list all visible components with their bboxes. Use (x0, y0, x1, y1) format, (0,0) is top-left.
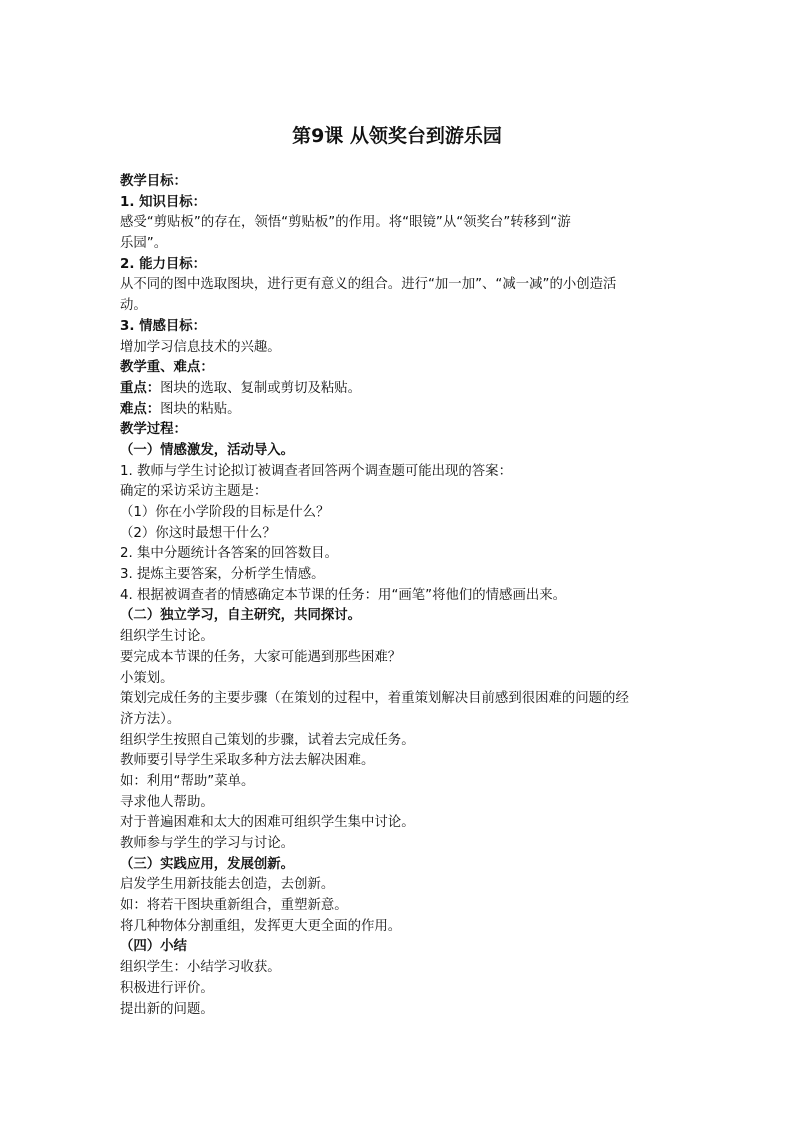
document-line: 积极进行评价。 (120, 980, 214, 996)
document-line: （一）情感激发，活动导入。 (120, 442, 295, 458)
document-line: 教学重、难点： (120, 360, 214, 376)
document-line: 组织学生：小结学习收获。 (120, 960, 281, 976)
document-line: 从不同的图中选取图块，进行更有意义的组合。进行“加一加”、“减一减”的小创造活 (120, 277, 617, 293)
document-line: 教师参与学生的学习与讨论。 (120, 836, 295, 851)
document-line: （四）小结 (120, 939, 187, 955)
document-line: 要完成本节课的任务，大家可能遇到那些困难？ (120, 649, 402, 665)
document-line: 1. 知识目标： (120, 194, 207, 210)
document-line: 济方法）。 (120, 711, 181, 727)
document-line: 寻求他人帮助。 (120, 794, 214, 810)
document-line: （1）你在小学阶段的目标是什么？ (120, 505, 330, 520)
document-line: 将几种物体分割重组，发挥更大更全面的作用。 (120, 918, 402, 934)
document-line (120, 400, 676, 421)
document-line: 教师要引导学生采取多种方法去解决困难。 (120, 753, 375, 769)
document-line: （二）独立学习，自主研究，共同探讨。 (120, 608, 362, 624)
document-line: 确定的采访采访主题是： (120, 484, 268, 500)
document-line: 组织学生按照自己策划的步骤，试着去完成任务。 (120, 732, 415, 748)
document-line: 增加学习信息技术的兴趣。 (120, 339, 281, 355)
line-label: 重点： (120, 380, 161, 396)
document-line: 提出新的问题。 (120, 1001, 214, 1017)
document-line: 2. 能力目标： (120, 256, 207, 272)
document-line: 组织学生讨论。 (120, 629, 214, 645)
document-line: 4. 根据被调查者的情感确定本节课的任务：用“画笔”将他们的情感画出来。 (120, 587, 567, 603)
document-line: 2. 集中分题统计各答案的回答数目。 (120, 546, 338, 562)
document-line: 教学过程： (120, 422, 187, 438)
line-text: 图块的选取、复制或剪切及粘贴。 (160, 380, 362, 396)
document-line: 策划完成任务的主要步骤（在策划的过程中，着重策划解决目前感到很困难的问题的经 (120, 691, 629, 707)
document-body (120, 172, 676, 1020)
document-title: 第9课 从领奖台到游乐园 (292, 125, 502, 147)
document-line: 感受“剪贴板”的存在，领悟“剪贴板”的作用。将“眼镜”从“领奖台”转移到“游 (120, 215, 571, 231)
document-line: 3. 情感目标： (120, 318, 207, 334)
document-line (120, 379, 676, 400)
document-line: （2）你这时最想干什么？ (120, 525, 276, 541)
document-line: （三）实践应用，发展创新。 (120, 856, 295, 872)
document-line: 动。 (120, 298, 147, 314)
document-line: 如：将若干图块重新组合，重塑新意。 (120, 898, 348, 914)
document-line: 如：利用“帮助”菜单。 (120, 773, 255, 789)
document-line: 小策划。 (120, 670, 174, 686)
document-line: 乐园”。 (120, 236, 168, 252)
document-line: 1. 教师与学生讨论拟订被调查者回答两个调查题可能出现的答案： (120, 463, 512, 479)
line-text: 图块的粘贴。 (160, 401, 241, 417)
document-line: 教学目标： (120, 174, 187, 189)
document-line: 3. 提炼主要答案，分析学生情感。 (120, 567, 325, 583)
document-line: 启发学生用新技能去创造，去创新。 (120, 877, 335, 893)
document-line: 对于普遍困难和太大的困难可组织学生集中讨论。 (120, 815, 415, 831)
line-label: 难点： (120, 401, 161, 417)
